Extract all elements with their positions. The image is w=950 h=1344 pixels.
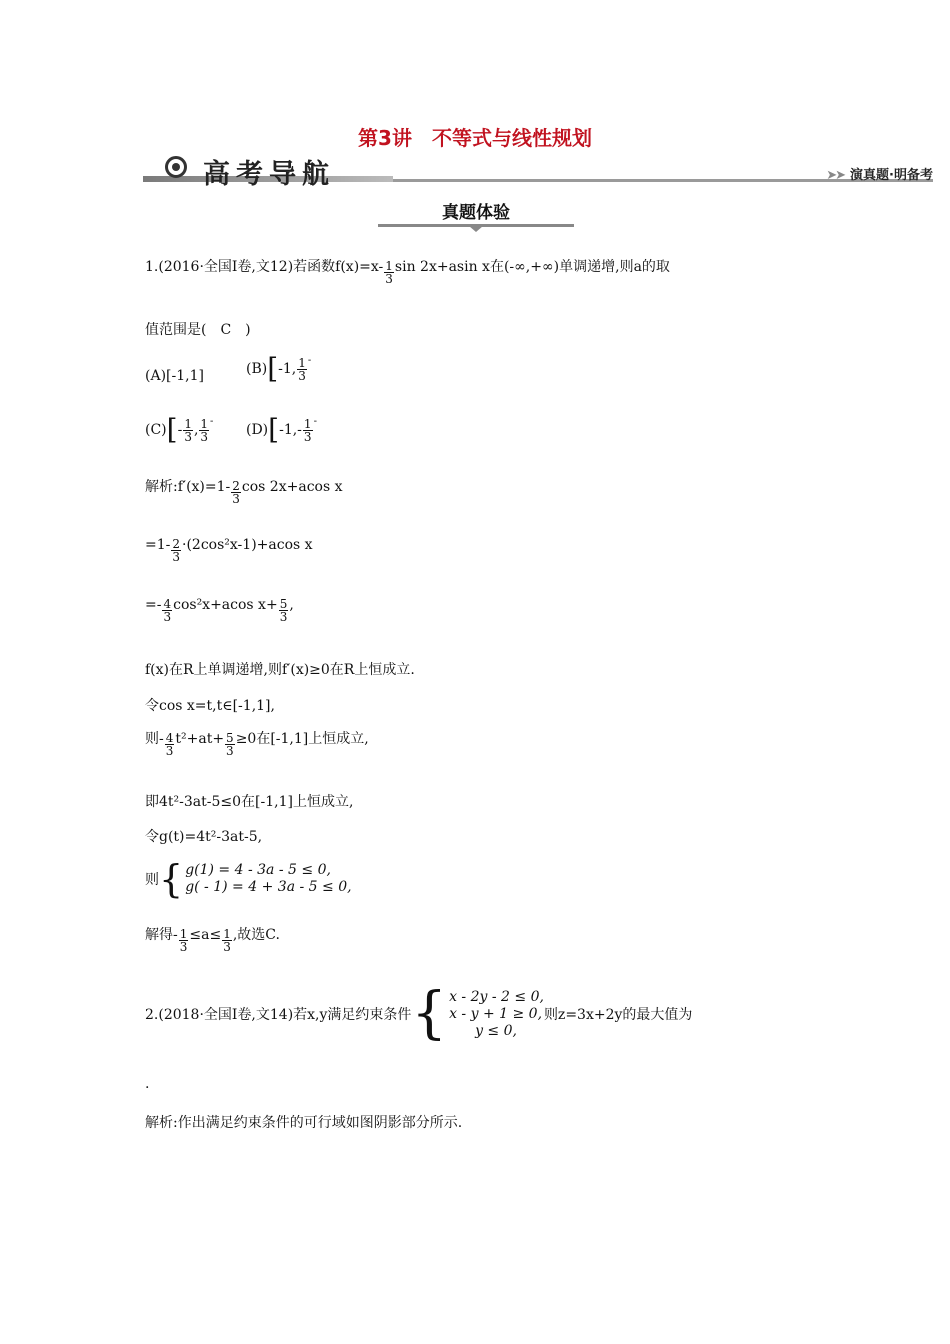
left-brace: { <box>159 857 184 901</box>
option-c-label: (C) <box>145 422 167 438</box>
sol1-system: 则 { g(1) = 4 - 3a - 5 ≤ 0, g( - 1) = 4 + 3a - 5 ≤ 0, <box>145 857 352 901</box>
fraction: $\frac{2}{3}$ <box>172 537 181 564</box>
q2-stem: 2.(2018·全国Ⅰ卷,文14)若x,y满足约束条件 { x - 2y - 2 ≤ 0, x - y + 1 ≥ 0, y ≤ 0, 则z=3x+2y的最大值为 <box>145 981 693 1046</box>
sol1-line4: f(x)在R上单调递增,则f′(x)≥0在R上恒成立. <box>145 662 415 678</box>
fraction: $\frac{1}{3}$ <box>223 927 231 954</box>
answer-blank: . <box>145 1076 150 1092</box>
banner-label: 高考导航 <box>203 159 335 190</box>
left-brace: { <box>411 981 448 1046</box>
banner-right-label: ➤➤ 演真题·明备考 <box>826 168 933 183</box>
fraction: $\frac{4}{3}$ <box>165 731 174 758</box>
sol2-line1: 解析:作出满足约束条件的可行域如图阴影部分所示. <box>145 1115 463 1131</box>
double-arrow-icon: ➤➤ <box>826 168 845 183</box>
constraint-row: x - 2y - 2 ≤ 0, <box>449 988 544 1005</box>
q1-stem-line2: 值范围是( C ) <box>145 322 251 338</box>
option-a: (A)[-1,1] <box>145 368 204 384</box>
option-d-label: (D) <box>246 422 269 438</box>
section-pointer <box>469 226 483 232</box>
option-b: (B)[-1, $\frac{1}{3}$ - <box>246 352 312 385</box>
sol1-line2: =1- $\frac{2}{3}$ ·(2cos²x-1)+acos x <box>145 537 313 564</box>
fraction: $\frac{2}{3}$ <box>232 479 240 506</box>
sol1-line5: 令cos x=t,t∈[-1,1], <box>145 698 275 714</box>
sol1-line6: 则- $\frac{4}{3}$ t²+at+ $\frac{5}{3}$ ≥0在[-1,1]上恒成立, <box>145 731 369 758</box>
system-row: g(1) = 4 - 3a - 5 ≤ 0, <box>185 862 331 878</box>
option-d-value: -1,- <box>279 422 302 438</box>
sol1-line10: 解得- $\frac{1}{3}$ ≤a≤ $\frac{1}{3}$ ,故选C. <box>145 927 280 954</box>
option-b-label: (B) <box>246 361 268 377</box>
target-icon <box>165 156 187 178</box>
fraction: $\frac{1}{3}$ <box>179 927 188 954</box>
sol1-line7: 即4t²-3at-5≤0在[-1,1]上恒成立, <box>145 794 354 810</box>
fraction: $\frac{4}{3}$ <box>163 597 172 624</box>
option-c: (C)[- $\frac{1}{3}$ , $\frac{1}{3}$ - <box>145 413 214 446</box>
q1-stem-suffix: sin 2x+asin x在(-∞,+∞)单调递增,则a的取 <box>394 259 670 275</box>
fraction: $\frac{1}{3}$ <box>184 416 192 444</box>
q1-stem-prefix: 1.(2016·全国Ⅰ卷,文12)若函数f(x)=x- <box>145 259 384 275</box>
constraint-row: y ≤ 0, <box>475 1022 517 1039</box>
sol1-line8: 令g(t)=4t²-3at-5, <box>145 829 263 845</box>
option-b-value: -1, <box>278 361 297 377</box>
q1-stem <box>145 256 670 285</box>
section-heading <box>378 198 574 228</box>
sol1-line3: =- $\frac{4}{3}$ cos²x+acos x+ $\frac{5}{3}$ , <box>145 597 294 624</box>
fraction: $\frac{5}{3}$ <box>279 597 288 624</box>
fraction: $\frac{1}{3}$ <box>200 416 209 444</box>
section-heading-text: 真题体验 <box>442 203 510 223</box>
fraction: $\frac{1}{3}$ <box>303 416 312 444</box>
gaokao-banner <box>143 152 933 188</box>
constraint-row: x - y + 1 ≥ 0, <box>449 1005 543 1022</box>
sol1-line1: 解析:f′(x)=1- $\frac{2}{3}$ cos 2x+acos x <box>145 479 343 506</box>
option-d: (D)[-1,- $\frac{1}{3}$ - <box>246 413 317 446</box>
fraction: $\frac{5}{3}$ <box>226 731 234 758</box>
fraction: $\frac{1}{3}$ <box>385 259 393 286</box>
page-title: 第3讲 不等式与线性规划 <box>358 126 592 150</box>
system-row: g( - 1) = 4 + 3a - 5 ≤ 0, <box>185 879 352 895</box>
fraction: $\frac{1}{3}$ <box>298 355 306 383</box>
